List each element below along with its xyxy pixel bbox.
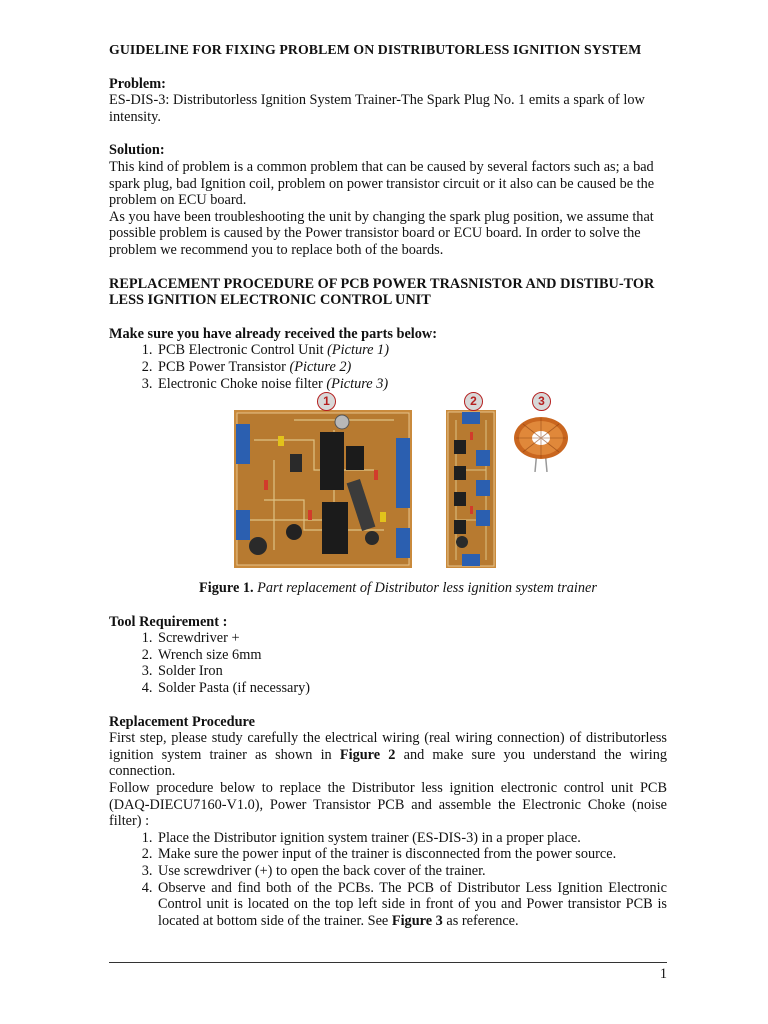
- parts-heading: Make sure you have already received the parts below:: [109, 325, 437, 342]
- list-item: 3. Solder Iron: [156, 663, 667, 680]
- part-ref: (Picture 2): [289, 358, 352, 375]
- problem-heading: Problem:: [109, 75, 166, 92]
- part-ref: (Picture 1): [327, 342, 389, 359]
- step4-part-a: Observe and find both of the PCBs. The PCB of Distributor Less Ignition Electronic Control unit is located on the top left side in front of you and Power transistor PCB is located at bottom side of the trainer. See: [158, 879, 667, 929]
- list-item: 2. Wrench size 6mm: [156, 647, 667, 664]
- part-name: Electronic Choke noise filter: [158, 375, 327, 392]
- caption-label: Figure 1.: [199, 580, 258, 597]
- figure-3-ref: Figure 3: [391, 912, 443, 929]
- picture-1-badge: 1: [317, 392, 336, 411]
- parts-figure: [109, 394, 667, 574]
- steps-list: [109, 830, 667, 930]
- part-ref: (Picture 3): [326, 375, 389, 392]
- list-item: 1. Screwdriver +: [156, 630, 667, 647]
- page-number: 1: [659, 966, 667, 982]
- list-item: [156, 376, 667, 393]
- procedure-paragraph-2: Follow procedure below to replace the Distributor less ignition electronic control unit PCB (DAQ-DIECU7160-V1.0), Power Transistor PCB and assemble the Electronic Choke (noise filter) :: [109, 780, 667, 830]
- parts-list: [109, 342, 667, 392]
- list-item: 2. Make sure the power input of the trainer is disconnected from the power source.: [156, 846, 667, 863]
- tools-list: [109, 630, 667, 696]
- solution-paragraph-1: This kind of problem is a common problem that can be caused by several factors such as; a bad spark plug, bad Ignition coil, problem on power transistor circuit or it also can be caused be the problem on ECU board.: [109, 158, 655, 209]
- tools-heading: Tool Requirement :: [109, 613, 228, 630]
- procedure-paragraph-1: [109, 730, 667, 780]
- list-item: [156, 342, 667, 359]
- list-item: 3. Use screwdriver (+) to open the back cover of the trainer.: [156, 863, 667, 880]
- solution-paragraph-2: As you have been troubleshooting the unit by changing the spark plug position, we assume that possible problem is caused by the Power transistor board or ECU board. In order to solve the problem we recommend you to replace both of the boards.: [109, 208, 654, 258]
- solution-heading: Solution:: [109, 142, 165, 159]
- document-title: GUIDELINE FOR FIXING PROBLEM ON DISTRIBUTORLESS IGNITION SYSTEM: [109, 42, 642, 57]
- procedure-p1-part-a: First step, please study carefully the electrical wiring (real wiring connection) of distributorless ignition system trainer as shown in: [109, 730, 667, 763]
- replacement-heading: REPLACEMENT PROCEDURE OF PCB POWER TRASNISTOR AND DISTIBU-TOR LESS IGNITION ELECTRONIC CONTROL UNIT: [109, 275, 655, 309]
- step4-part-c: as reference.: [442, 912, 519, 929]
- list-item: [156, 880, 667, 930]
- power-transistor-board-image: [446, 410, 496, 568]
- procedure-p1-part-c: and make sure you understand the wiring connection.: [109, 746, 667, 780]
- picture-2-badge: 2: [464, 392, 483, 411]
- part-name: PCB Power Transistor: [158, 358, 290, 375]
- footer-divider: [109, 962, 667, 963]
- problem-text: ES-DIS-3: Distributorless Ignition System Trainer-The Spark Plug No. 1 emits a spark of low intensity.: [109, 92, 645, 125]
- figure-2-ref: Figure 2: [339, 746, 396, 763]
- document-body: [109, 42, 667, 929]
- list-item: [156, 359, 667, 376]
- caption-text: Part replacement of Distributor less ignition system trainer: [257, 580, 597, 597]
- procedure-heading: Replacement Procedure: [109, 713, 255, 730]
- picture-3-badge: 3: [532, 392, 551, 411]
- list-item: 1. Place the Distributor ignition system trainer (ES-DIS-3) in a proper place.: [156, 830, 667, 847]
- figure-caption: [109, 580, 667, 597]
- choke-image: [511, 416, 571, 472]
- part-name: PCB Electronic Control Unit: [158, 342, 328, 359]
- ecu-board-image: [234, 410, 412, 568]
- list-item: 4. Solder Pasta (if necessary): [156, 680, 667, 697]
